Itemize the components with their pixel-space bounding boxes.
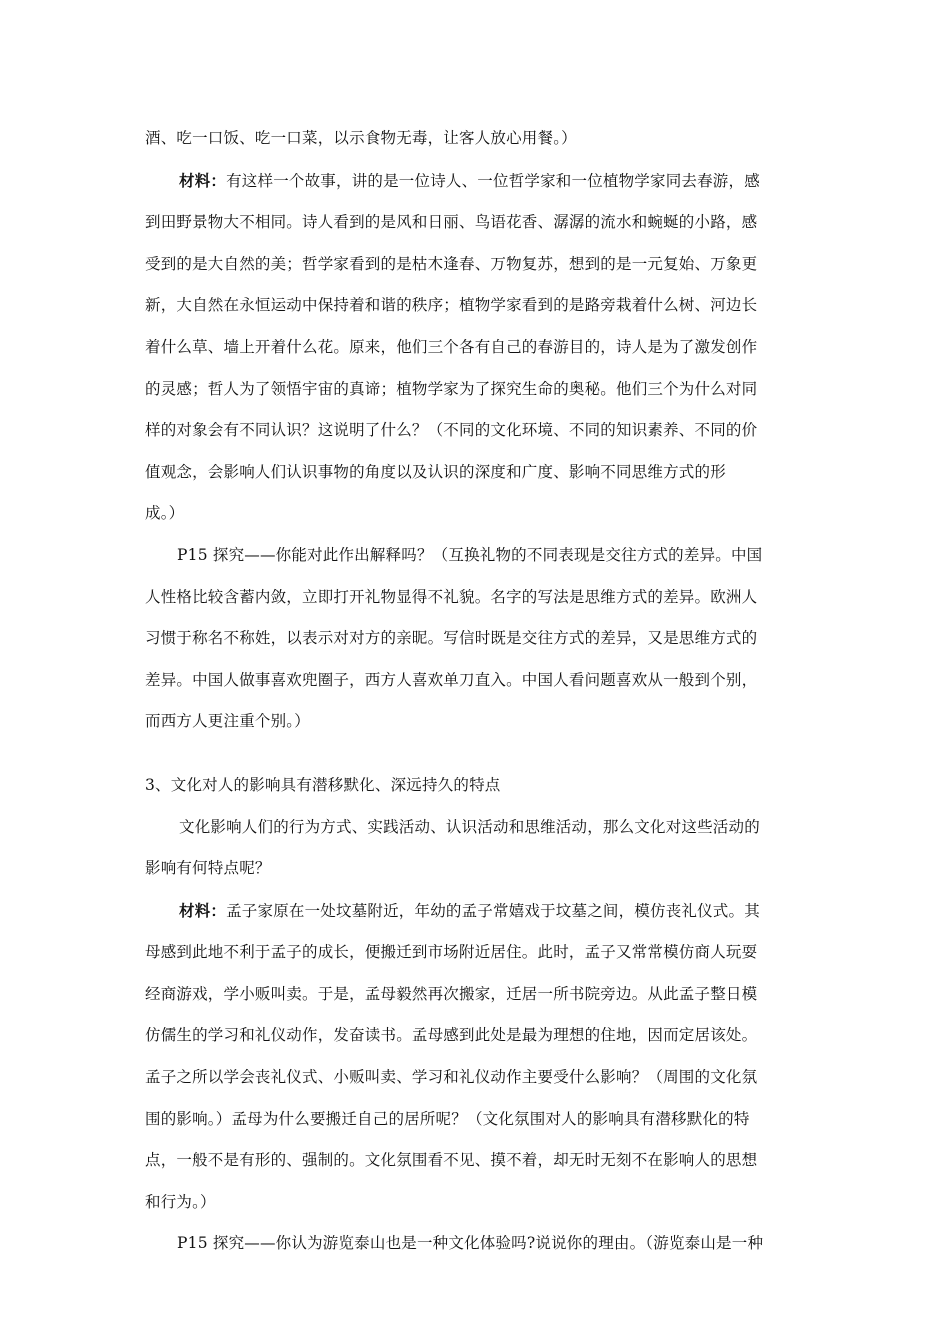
text-line: 文化影响人们的行为方式、实践活动、认识活动和思维活动，那么文化对这些活动的: [179, 817, 760, 836]
text-line: 值观念，会影响人们认识事物的角度以及认识的深度和广度、影响不同思维方式的形: [145, 462, 726, 481]
text-line-content: 孟子家原在一处坟墓附近，年幼的孟子常嬉戏于坟墓之间，模仿丧礼仪式。其: [226, 901, 760, 920]
text-line: [145, 890, 805, 933]
text-line: 人性格比较含蓄内敛，立即打开礼物显得不礼貌。名字的写法是思维方式的差异。欧洲人: [145, 587, 758, 606]
material-label: 材料：: [179, 170, 227, 190]
paragraph-intro: [145, 807, 805, 890]
text-line: [145, 160, 805, 203]
paragraph-continuation: [145, 118, 805, 160]
paragraph-material-poet: [145, 160, 805, 535]
paragraph-gap: [145, 743, 805, 765]
material-label: 材料：: [179, 900, 227, 920]
text-line: 差异。中国人做事喜欢兜圈子，西方人喜欢单刀直入。中国人看问题喜欢从一般到个别，: [145, 670, 758, 689]
text-line: 的灵感；哲人为了领悟宇宙的真谛；植物学家为了探究生命的奥秘。他们三个为什么对同: [145, 379, 758, 398]
text-line: 样的对象会有不同认识？这说明了什么？（不同的文化环境、不同的知识素养、不同的价: [145, 421, 758, 440]
text-line: 着什么草、墙上开着什么花。原来，他们三个各有自己的春游目的，诗人是为了激发创作: [145, 337, 758, 356]
text-line-content: 有这样一个故事，讲的是一位诗人、一位哲学家和一位植物学家同去春游，感: [226, 171, 760, 190]
text-line: 母感到此地不利于孟子的成长，便搬迁到市场附近居住。此时，孟子又常常模仿商人玩耍: [145, 943, 758, 962]
text-line: P15 探究——你认为游览泰山也是一种文化体验吗?说说你的理由。（游览泰山是一种: [177, 1234, 764, 1253]
text-line: 受到的是大自然的美；哲学家看到的是枯木逢春、万物复苏，想到的是一元复始、万象更: [145, 254, 758, 273]
paragraph-explore-taishan: [145, 1223, 805, 1265]
text-line: 习惯于称名不称姓，以表示对对方的亲昵。写信时既是交往方式的差异，又是思维方式的: [145, 629, 758, 648]
text-line: 和行为。）: [145, 1192, 216, 1211]
text-line: 仿儒生的学习和礼仪动作，发奋读书。孟母感到此处是最为理想的住地，因而定居该处。: [145, 1026, 758, 1045]
paragraph-material-mencius: [145, 890, 805, 1224]
text-line: 点，一般不是有形的、强制的。文化氛围看不见、摸不着，却无时无刻不在影响人的思想: [145, 1151, 758, 1170]
text-line: 酒、吃一口饭、吃一口菜，以示食物无毒，让客人放心用餐。）: [145, 129, 577, 147]
text-line: 到田野景物大不相同。诗人看到的是风和日丽、鸟语花香、潺潺的流水和蜿蜒的小路，感: [145, 213, 758, 232]
text-line: 而西方人更注重个别。）: [145, 712, 310, 731]
text-line: P15 探究——你能对此作出解释吗？（互换礼物的不同表现是交往方式的差异。中国: [177, 545, 763, 564]
document-body: [145, 118, 805, 1265]
text-line: 影响有何特点呢？: [145, 859, 271, 878]
text-line: 围的影响。）孟母为什么要搬迁自己的居所呢？（文化氛围对人的影响具有潜移默化的特: [145, 1109, 750, 1128]
text-line: 孟子之所以学会丧礼仪式、小贩叫卖、学习和礼仪动作主要受什么影响？（周围的文化氛: [145, 1068, 758, 1087]
section-heading: 3、文化对人的影响具有潜移默化、深远持久的特点: [145, 775, 501, 794]
text-line: 新，大自然在永恒运动中保持着和谐的秩序；植物学家看到的是路旁栽着什么树、河边长: [145, 296, 758, 315]
paragraph-explore-gifts: [145, 535, 805, 743]
text-line: 成。）: [145, 504, 185, 523]
text-line: 经商游戏，学小贩叫卖。于是，孟母毅然再次搬家，迁居一所书院旁边。从此孟子整日模: [145, 984, 758, 1003]
